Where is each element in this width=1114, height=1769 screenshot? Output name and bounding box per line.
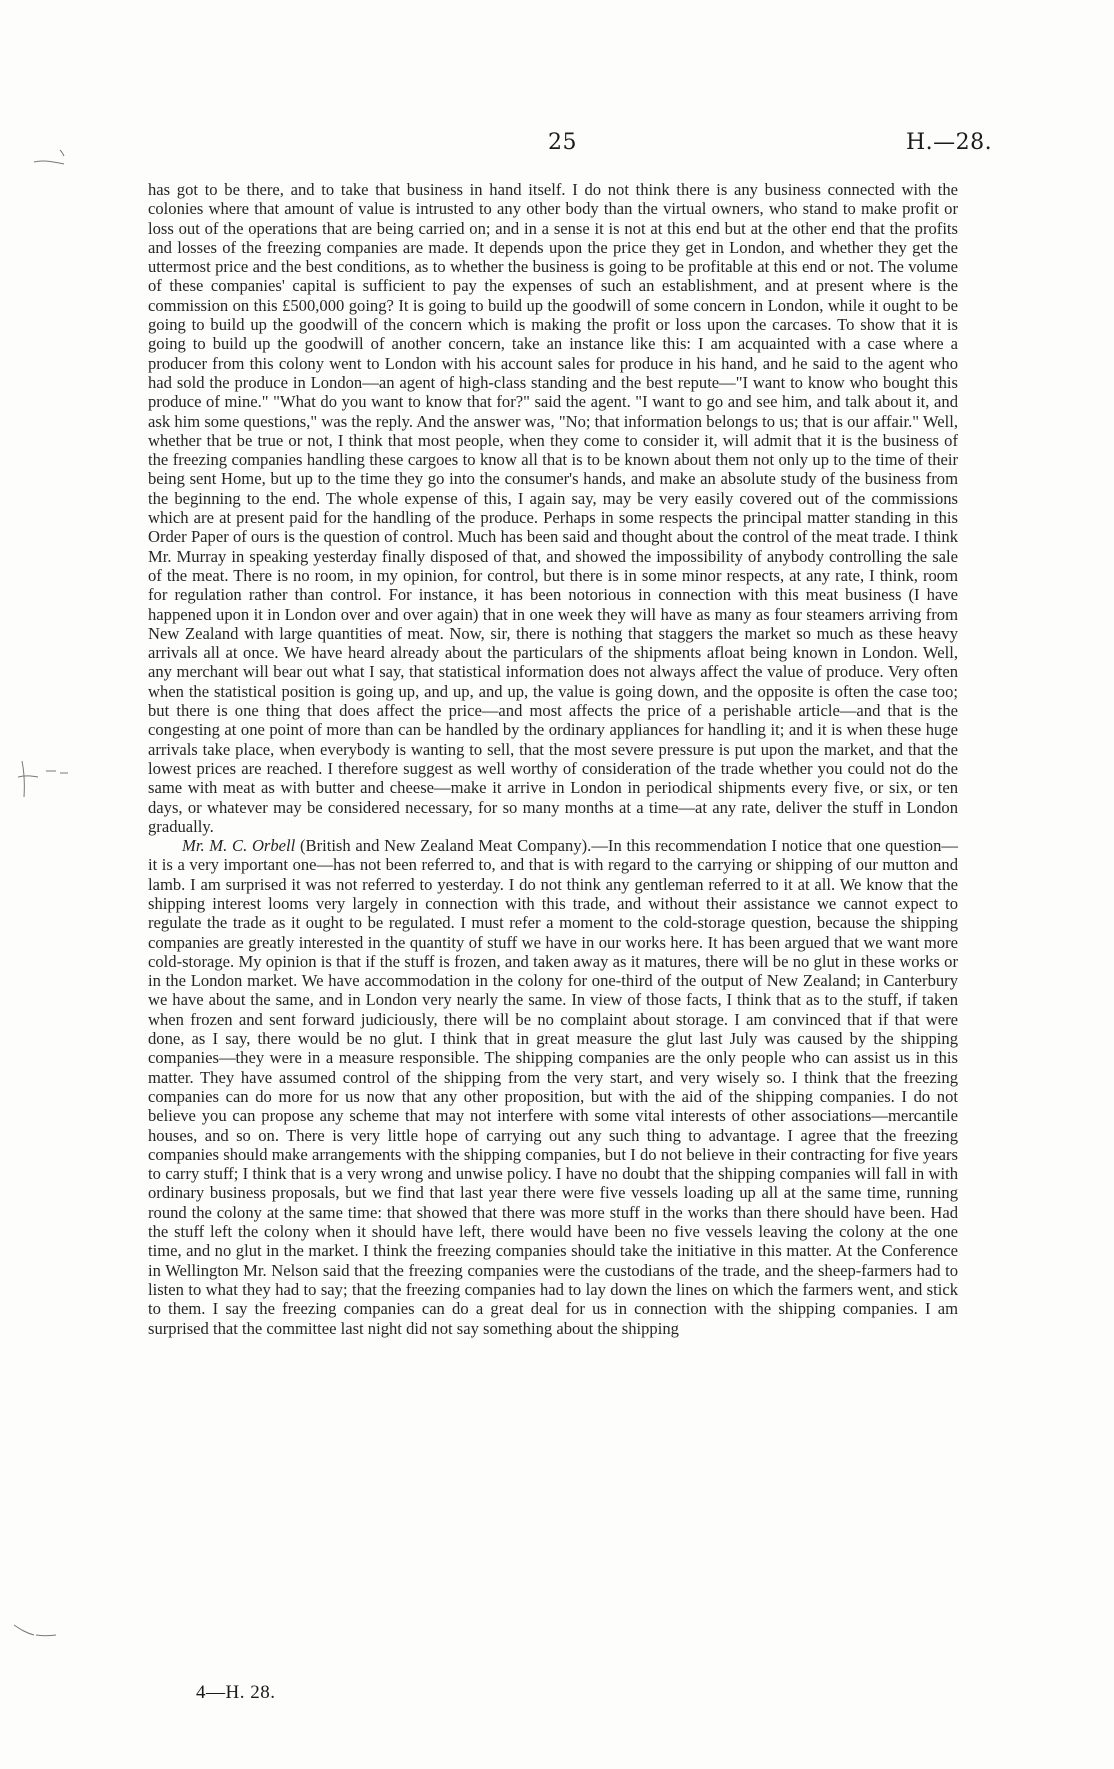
- margin-annotation-top: [30, 140, 70, 180]
- document-reference: H.—28.: [906, 130, 993, 155]
- speaker-name: Mr. M. C. Orbell: [182, 836, 296, 856]
- footer-signature: 4—H. 28.: [196, 1682, 276, 1703]
- paragraph-2-text: (British and New Zealand Meat Company).—In this recommendation I notice that one question—it is a very important one—has not been referred to, and that is with regard to the carrying or shipping of our mutton and lamb. I am surprised it was not referred to yesterday. I do not think any gentleman referred to it at all. We know that the shipping interest looms very largely in connection with this trade, and without their assistance we cannot expect to regulate the trade as it ought to be regulated. I must refer a moment to the cold-storage question, because the shipping companies are greatly interested in the quantity of stuff we have in our works here. It has been argued that we want more cold-storage. My opinion is that if the stuff is frozen, and taken away as it matures, there will be no glut in these works or in the London market. We have accommodation in the colony for one-third of the output of New Zealand; in Canterbury we have about the same, and in London very nearly the same. In view of those facts, I think that as to the stuff, if taken when frozen and sent forward judiciously, there will be no complaint about storage. I am convinced that if that were done, as I say, there would be no glut. I think that in great measure the glut last July was caused by the shipping companies—they were in a measure responsible. The shipping companies are the only people who can assist us in this matter. They have assumed control of the shipping from the very start, and very wisely so. I think that the freezing companies can do more for us now that any other proposition, but with the aid of the shipping companies. I do not believe you can propose any scheme that may not interfere with some vital interests of other associations—mercantile houses, and so on. There is very little hope of carrying out any such thing to advantage. I agree that the freezing companies should make arrangements with the shipping companies, but I do not believe in their contracting for five years to carry stuff; I think that is a very wrong and unwise policy. I have no doubt that the shipping companies will fall in with ordinary business proposals, but we find that last year there were five vessels loading up all at the same time, running round the colony at the same time: that showed that there was more stuff in the works than there should have been. Had the stuff left the colony when it should have left, there would have been no five vessels leaving the colony at the one time, and no glut in the market. I think the freezing companies should take the initiative in this matter. At the Conference in Wellington Mr. Nelson said that the freezing companies were the custodians of the trade, and the sheep-farmers had to listen to what they had to say; that the freezing companies had to lay down the lines on which the farmers went, and stick to them. I say the freezing companies can do a great deal for us in connection with the shipping companies. I am surprised that the committee last night did not say something about the shipping: [148, 836, 958, 1338]
- margin-annotation-middle: [12, 755, 72, 805]
- page-number: 25: [548, 130, 577, 155]
- paragraph-1: has got to be there, and to take that business in hand itself. I do not think there is any business connected with the colonies where that amount of value is intrusted to any other body than the virtual owners, who stand to make profit or loss out of the operations that are being carried on; and in a sense it is not at this end but at the other end that the profits and losses of the freezing companies are made. It depends upon the price they get in London, and whether they get the uttermost price and the best conditions, as to whether the business is going to be profitable at this end or not. The volume of these companies' capital is sufficient to pay the expenses of such an establishment, and at present where is the commission on this £500,000 going? It is going to build up the goodwill of some concern in London, while it ought to be going to build up the goodwill of the concern which is making the profit or loss upon the carcases. To show that it is going to build up the goodwill of another concern, take an instance like this: I am acquainted with a case where a producer from this colony went to London with his account sales for produce in his hand, and he said to the agent who had sold the produce in London—an agent of high-class standing and the best repute—"I want to know who bought this produce of mine." "What do you want to know that for?" said the agent. "I want to go and see him, and talk about it, and ask him some questions," was the reply. And the answer was, "No; that information belongs to us; that is our affair." Well, whether that be true or not, I think that most people, when they come to consider it, will admit that it is the business of the freezing companies handling these cargoes to know all that is to be known about them not only up to the time of their being sent Home, but up to the time they go into the consumer's hands, and make an absolute study of the business from the beginning to the end. The whole expense of this, I again say, may be very easily covered out of the commissions which are at present paid for the handling of the produce. Perhaps in some respects the principal matter standing in this Order Paper of ours is the question of control. Much has been said and thought about the control of the meat trade. I think Mr. Murray in speaking yesterday finally disposed of that, and showed the impossibility of anybody controlling the sale of the meat. There is no room, in my opinion, for control, but there is in some minor respects, at any rate, I think, room for regulation rather than control. For instance, it has been notorious in connection with this meat business (I have happened upon it in London over and over again) that in one week they will have as many as four steamers arriving from New Zealand with large quantities of meat. Now, sir, there is nothing that staggers the market so much as these heavy arrivals all at once. We have heard already about the particulars of the shipments afloat being known in London. Well, any merchant will bear out what I say, that statistical information does not always affect the value of produce. Very often when the statistical position is going up, and up, and up, the value is going down, and the opposite is often the case too; but there is one thing that does affect the price—and most affects the price of a perishable article—and that is the congesting at one point of more than can be handled by the ordinary appliances for handling it; and it is when these huge arrivals take place, when everybody is wanting to sell, that the most severe pressure is put upon the market, and that the lowest prices are reached. I therefore suggest as well worthy of consideration of the trade whether you could not do the same with meat as with butter and cheese—make it arrive in London in periodical shipments every five, or six, or ten days, or whatever may be considered necessary, for so many months at a time—at any rate, deliver the stuff in London gradually.: [148, 180, 958, 836]
- paragraph-2: [148, 836, 958, 1338]
- margin-annotation-bottom: [10, 1615, 60, 1645]
- body-text: [148, 180, 958, 1338]
